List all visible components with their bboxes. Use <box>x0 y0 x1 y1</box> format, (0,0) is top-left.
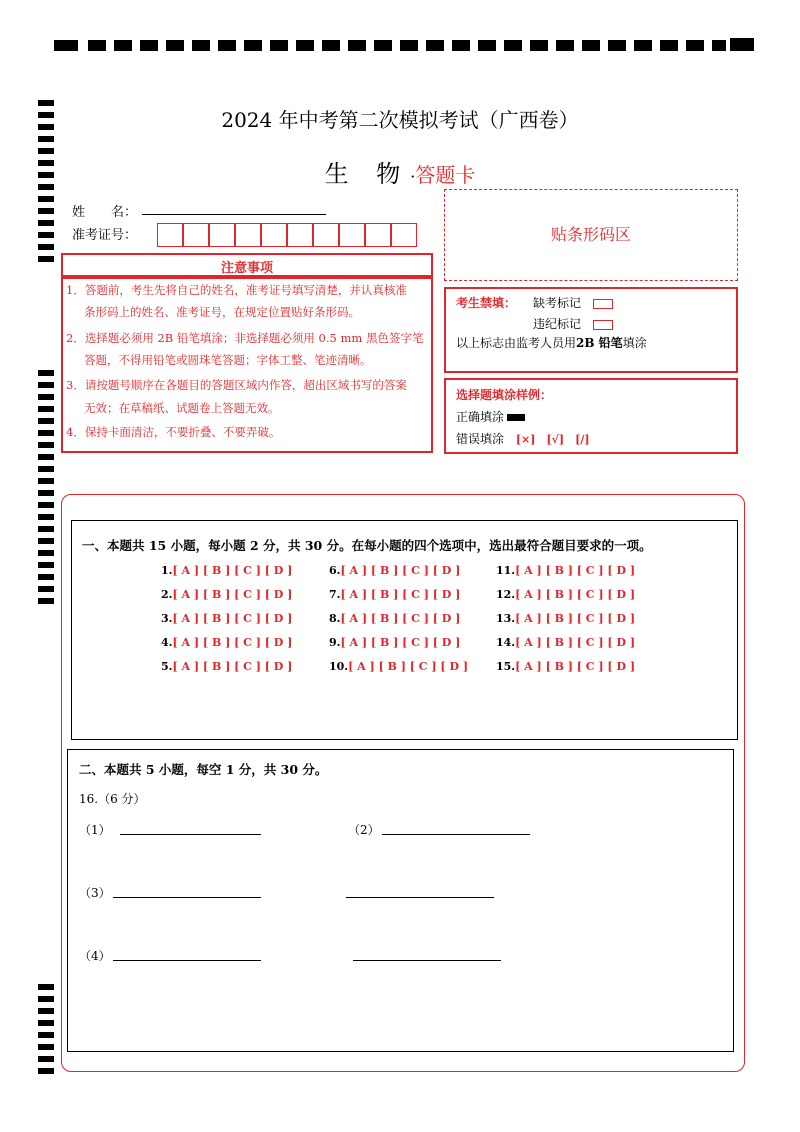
question-number: 6. <box>329 564 341 577</box>
id-box[interactable] <box>157 223 183 247</box>
wrong-marks: [×] [√] [/] <box>515 433 590 446</box>
id-boxes[interactable] <box>157 223 425 247</box>
question-number: 2. <box>161 588 173 601</box>
forbidden-note <box>456 334 647 351</box>
answer-blank-2[interactable] <box>382 834 530 835</box>
correct-row <box>456 408 525 425</box>
answer-blank-3b[interactable] <box>346 897 494 898</box>
question-number: 11. <box>496 564 516 577</box>
question-row[interactable] <box>496 660 635 673</box>
correct-fill-mark <box>507 414 525 421</box>
section1-title: 一、本题共 15 小题，每小题 2 分，共 30 分。在每小题的四个选项中，选出最符合题目要求的一项。 <box>82 538 652 553</box>
question-row[interactable] <box>496 588 635 601</box>
id-label: 准考证号： <box>72 228 138 243</box>
answer-options[interactable]: [ A ] [ B ] [ C ] [ D ] <box>348 660 469 673</box>
question-number: 1. <box>161 564 173 577</box>
question-number: 8. <box>329 612 341 625</box>
question-number: 5. <box>161 660 173 673</box>
id-box[interactable] <box>287 223 313 247</box>
answer-options[interactable]: [ A ] [ B ] [ C ] [ D ] <box>172 588 293 601</box>
question-number: 12. <box>496 588 516 601</box>
question-number: 15. <box>496 660 516 673</box>
answer-options[interactable]: [ A ] [ B ] [ C ] [ D ] <box>340 612 461 625</box>
id-box[interactable] <box>391 223 417 247</box>
question-row[interactable] <box>161 564 292 577</box>
absent-label: 缺考标记 <box>533 296 582 310</box>
answer-options[interactable]: [ A ] [ B ] [ C ] [ D ] <box>172 660 293 673</box>
question-number: 7. <box>329 588 341 601</box>
question-row[interactable] <box>161 588 292 601</box>
notice-title: 注意事项 <box>220 261 273 276</box>
answer-options[interactable]: [ A ] [ B ] [ C ] [ D ] <box>172 564 293 577</box>
answer-options[interactable]: [ A ] [ B ] [ C ] [ D ] <box>172 636 293 649</box>
answer-blank-3a[interactable] <box>113 897 261 898</box>
subject-name: 生 物 <box>324 160 411 188</box>
name-label: 姓 名： <box>72 205 138 220</box>
sample-title: 选择题填涂样例： <box>456 388 553 402</box>
question-row[interactable] <box>161 636 292 649</box>
section2-title: 二、本题共 5 小题，每空 1 分，共 30 分。 <box>79 762 328 777</box>
answer-blank-4a[interactable] <box>113 960 261 961</box>
question-row[interactable] <box>329 588 460 601</box>
card-label: 答题卡 <box>415 163 476 187</box>
notice-item: 无效；在草稿纸、试题卷上答题无效。 <box>84 401 280 415</box>
notice-item: 4．保持卡面清洁，不要折叠、不要弄破。 <box>66 425 281 439</box>
question-number: 13. <box>496 612 516 625</box>
notice-item: 1．答题前，考生先将自己的姓名，准考证号填写清楚，并认真核准 <box>66 283 407 297</box>
question-number: 14. <box>496 636 516 649</box>
absent-mark-box[interactable] <box>593 299 613 309</box>
answer-blank-1[interactable] <box>120 834 261 835</box>
blank-label-3: （3） <box>79 886 111 900</box>
timing-marks-top <box>0 0 800 60</box>
blank-label-4: （4） <box>79 949 111 963</box>
question-number: 10. <box>329 660 349 673</box>
violation-mark-row <box>533 315 613 332</box>
id-box[interactable] <box>313 223 339 247</box>
question-row[interactable] <box>496 636 635 649</box>
forbidden-title: 考生禁填： <box>456 296 517 310</box>
notice-item: 条形码上的姓名、准考证号，在规定位置贴好条形码。 <box>84 305 360 319</box>
violation-label: 违纪标记 <box>533 317 582 331</box>
id-box[interactable] <box>183 223 209 247</box>
question-row[interactable] <box>496 612 635 625</box>
answer-options[interactable]: [ A ] [ B ] [ C ] [ D ] <box>515 588 636 601</box>
subject-line <box>0 154 800 189</box>
timing-marks-left <box>36 100 56 1080</box>
question-number: 3. <box>161 612 173 625</box>
id-box[interactable] <box>339 223 365 247</box>
answer-options[interactable]: [ A ] [ B ] [ C ] [ D ] <box>172 612 293 625</box>
answer-options[interactable]: [ A ] [ B ] [ C ] [ D ] <box>340 636 461 649</box>
notice-item: 答题，不得用铅笔或圆珠笔答题；字体工整、笔迹清晰。 <box>84 353 372 367</box>
question-row[interactable] <box>329 612 460 625</box>
answer-options[interactable]: [ A ] [ B ] [ C ] [ D ] <box>515 636 636 649</box>
id-box[interactable] <box>209 223 235 247</box>
wrong-row <box>456 430 590 447</box>
question-row[interactable] <box>329 636 460 649</box>
answer-options[interactable]: [ A ] [ B ] [ C ] [ D ] <box>340 564 461 577</box>
question-number: 4. <box>161 636 173 649</box>
notice-item: 3．请按题号顺序在各题目的答题区域内作答，超出区域书写的答案 <box>66 378 407 392</box>
answer-options[interactable]: [ A ] [ B ] [ C ] [ D ] <box>515 660 636 673</box>
section2-box <box>67 749 734 1052</box>
wrong-label: 错误填涂 <box>456 432 505 446</box>
violation-mark-box[interactable] <box>593 320 613 330</box>
exam-title: 2024 年中考第二次模拟考试（广西卷） <box>221 108 579 132</box>
id-box[interactable] <box>235 223 261 247</box>
question-row[interactable] <box>161 612 292 625</box>
name-field[interactable] <box>142 214 326 215</box>
question-row[interactable] <box>161 660 292 673</box>
forbidden-note-bold: 2B 铅笔 <box>576 336 623 350</box>
question-row[interactable] <box>329 564 460 577</box>
forbidden-note-prefix: 以上标志由监考人员用 <box>456 336 577 350</box>
title-dot: · <box>410 167 416 186</box>
forbidden-note-suffix: 填涂 <box>622 336 647 350</box>
notice-item: 2．选择题必须用 2B 铅笔填涂；非选择题必须用 0.5 mm 黑色签字笔 <box>66 331 424 345</box>
answer-options[interactable]: [ A ] [ B ] [ C ] [ D ] <box>515 564 636 577</box>
id-box[interactable] <box>365 223 391 247</box>
correct-label: 正确填涂 <box>456 410 505 424</box>
question-row[interactable] <box>496 564 635 577</box>
absent-mark-row <box>533 294 613 311</box>
barcode-label: 贴条形码区 <box>550 225 631 244</box>
question-number: 9. <box>329 636 341 649</box>
answer-options[interactable]: [ A ] [ B ] [ C ] [ D ] <box>515 612 636 625</box>
id-box[interactable] <box>261 223 287 247</box>
question-16-label: 16.（6 分） <box>79 792 146 806</box>
question-row[interactable] <box>329 660 468 673</box>
blank-label-2: （2） <box>348 823 380 837</box>
answer-options[interactable]: [ A ] [ B ] [ C ] [ D ] <box>340 588 461 601</box>
answer-blank-4b[interactable] <box>353 960 501 961</box>
blank-label-1: （1） <box>79 823 111 837</box>
